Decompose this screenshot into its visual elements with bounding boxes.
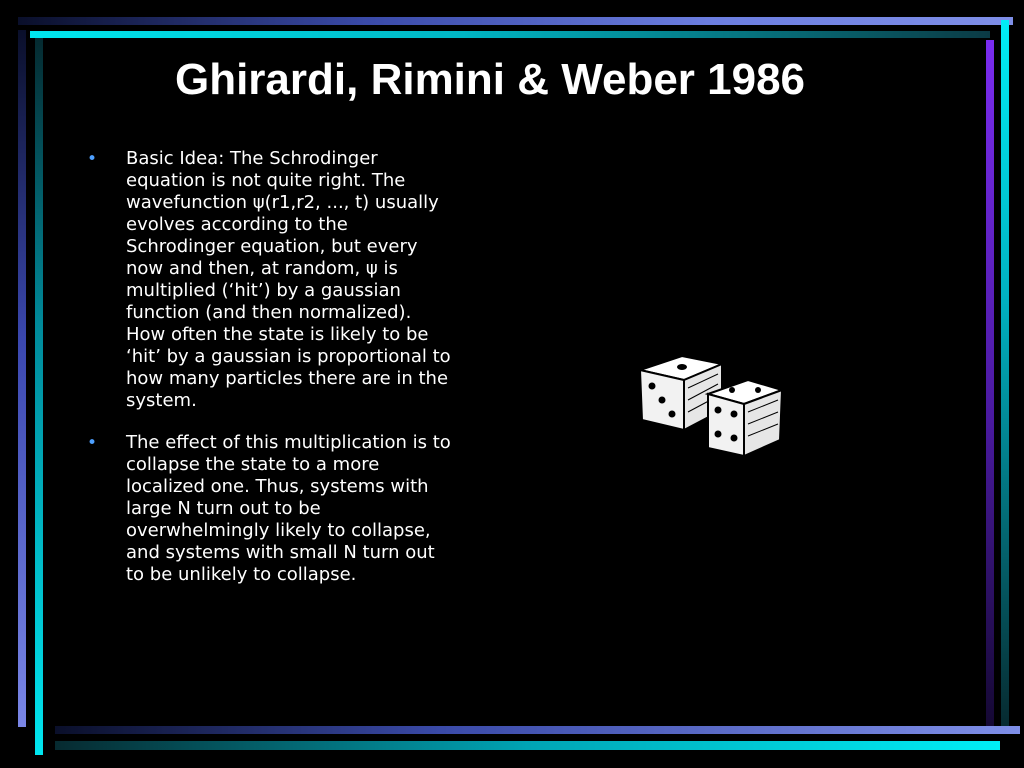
bullet-line: The effect of this multiplication is to: [126, 432, 451, 453]
bullet-marker: •: [87, 149, 98, 169]
frame-bar-right-inner: [986, 40, 994, 730]
frame-bar-left-outer: [18, 30, 26, 727]
frame-bar-bottom-upper: [55, 726, 1020, 734]
bullet-line: ‘hit’ by a gaussian is proportional to: [126, 346, 451, 367]
bullet-line: to be unlikely to collapse.: [126, 564, 357, 585]
bullet-line: Basic Idea: The Schrodinger: [126, 148, 378, 169]
frame-bar-top-outer: [18, 17, 1013, 25]
bullet-list: [80, 148, 500, 606]
bullet-line: function (and then normalized).: [126, 302, 412, 323]
bullet-line: Schrodinger equation, but every: [126, 236, 418, 257]
right-die: [708, 380, 782, 456]
frame-bar-left-inner: [35, 38, 43, 755]
bullet-line: how many particles there are in the: [126, 368, 449, 389]
bullet-line: collapse the state to a more: [126, 454, 380, 475]
bullet-text: [126, 148, 500, 412]
bullet-line: large N turn out to be: [126, 498, 321, 519]
dice-icon: [630, 348, 790, 463]
bullet-text: [126, 432, 500, 586]
bullet-item: [80, 148, 500, 412]
slide-title: Ghirardi, Rimini & Weber 1986: [174, 55, 806, 104]
bullet-line: How often the state is likely to be: [126, 324, 429, 345]
bullet-line: overwhelmingly likely to collapse,: [126, 520, 431, 541]
bullet-line: now and then, at random, ψ is: [126, 258, 398, 279]
bullet-line: equation is not quite right. The: [126, 170, 406, 191]
bullet-line: wavefunction ψ(r1,r2, ..., t) usually: [126, 192, 439, 213]
bullet-line: localized one. Thus, systems with: [126, 476, 429, 497]
bullet-line: system.: [126, 390, 197, 411]
frame-bar-right-outer: [1001, 20, 1009, 726]
bullet-line: multiplied (‘hit’) by a gaussian: [126, 280, 401, 301]
frame-bar-bottom-lower: [55, 741, 1000, 750]
bullet-line: evolves according to the: [126, 214, 348, 235]
bullet-marker: •: [87, 433, 98, 453]
bullet-item: [80, 432, 500, 586]
bullet-line: and systems with small N turn out: [126, 542, 435, 563]
frame-bar-top-inner: [30, 31, 990, 38]
